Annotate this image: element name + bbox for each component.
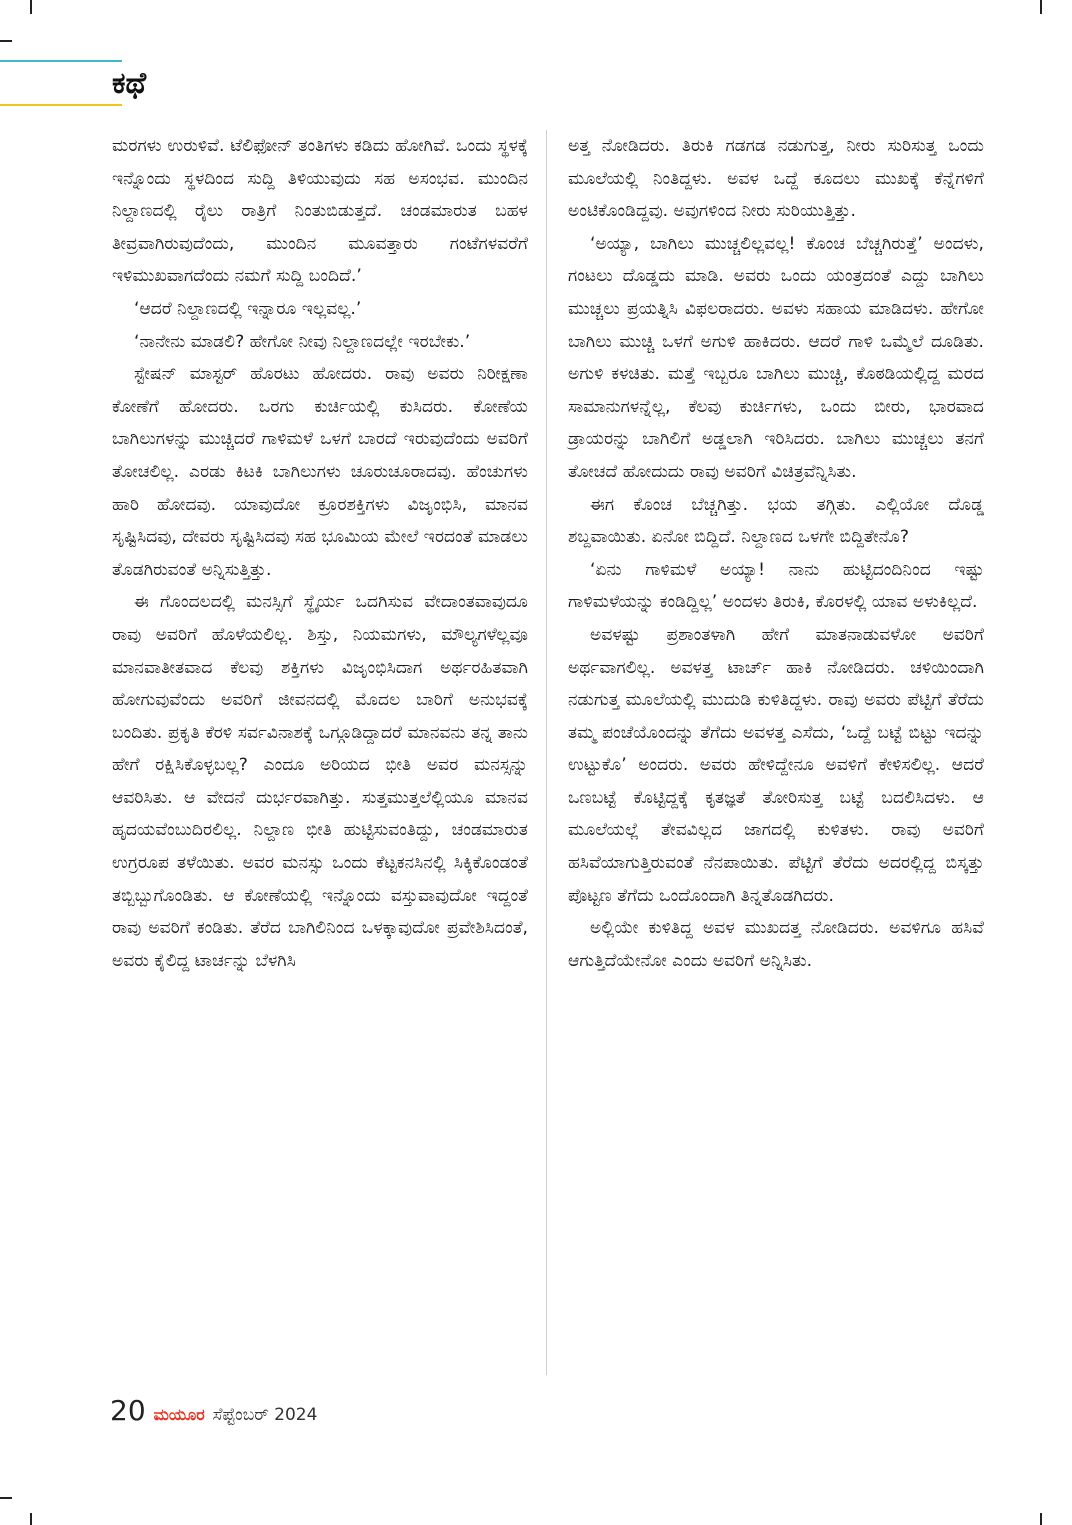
page-footer: [110, 1394, 317, 1427]
article-column-right: [568, 130, 984, 977]
section-rule-top: [0, 60, 122, 62]
section-title: ಕಥೆ: [112, 66, 147, 101]
crop-mark-bottom-left: [30, 1513, 32, 1525]
article-column-left: [112, 130, 528, 977]
article-paragraph: ‘ಅಯ್ಯಾ, ಬಾಗಿಲು ಮುಚ್ಚಲಿಲ್ಲವಲ್ಲ! ಕೊಂಚ ಬೆಚ್ಚಗಿರುತ್ತೆ’ ಅಂದಳು, ಗಂಟಲು ದೊಡ್ಡದು ಮಾಡಿ. ಅವರು ಒಂದು ಯಂತ್ರದಂತೆ ಎದ್ದು ಬಾಗಿಲು ಮುಚ್ಚಲು ಪ್ರಯತ್ನಿಸಿ ವಿಫಲರಾದರು. ಅವಳು ಸಹಾಯ ಮಾಡಿದಳು. ಹೇಗೋ ಬಾಗಿಲು ಮುಚ್ಚಿ ಒಳಗೆ ಅಗುಳಿ ಹಾಕಿದರು. ಆದರೆ ಗಾಳಿ ಒಮ್ಮೆಲೆ ದೂಡಿತು. ಅಗುಳಿ ಕಳಚಿತು. ಮತ್ತೆ ಇಬ್ಬರೂ ಬಾಗಿಲು ಮುಚ್ಚಿ, ಕೊಠಡಿಯಲ್ಲಿದ್ದ ಮರದ ಸಾಮಾನುಗಳನ್ನೆಲ್ಲ, ಕೆಲವು ಕುರ್ಚಿಗಳು, ಒಂದು ಬೀರು, ಭಾರವಾದ ಡ್ರಾಯರನ್ನು ಬಾಗಿಲಿಗೆ ಅಡ್ಡಲಾಗಿ ಇರಿಸಿದರು. ಬಾಗಿಲು ಮುಚ್ಚಲು ತನಗೆ ತೋಚದೆ ಹೋದುದು ರಾವು ಅವರಿಗೆ ವಿಚಿತ್ರವೆನ್ನಿಸಿತು.: [568, 233, 984, 482]
article-paragraph: ಈಗ ಕೊಂಚ ಬೆಚ್ಚಗಿತ್ತು. ಭಯ ತಗ್ಗಿತು. ಎಲ್ಲಿಯೋ ದೊಡ್ಡ ಶಬ್ದವಾಯಿತು. ಏನೋ ಬಿದ್ದಿದೆ. ನಿಲ್ದಾಣದ ಒಳಗೇ ಬಿದ್ದಿತೇನೊ?: [568, 494, 984, 548]
article-paragraph: ಮರಗಳು ಉರುಳಿವೆ. ಟೆಲಿಫೋನ್ ತಂತಿಗಳು ಕಡಿದು ಹೋಗಿವೆ. ಒಂದು ಸ್ಥಳಕ್ಕೆ ಇನ್ನೊಂದು ಸ್ಥಳದಿಂದ ಸುದ್ದಿ ತಿಳಿಯುವುದು ಸಹ ಅಸಂಭವ. ಮುಂದಿನ ನಿಲ್ದಾಣದಲ್ಲಿ ರೈಲು ರಾತ್ರಿಗೆ ನಿಂತುಬಿಡುತ್ತದೆ. ಚಂಡಮಾರುತ ಬಹಳ ತೀವ್ರವಾಗಿರುವುದೆಂದು, ಮುಂದಿನ ಮೂವತ್ತಾರು ಗಂಟೆಗಳವರೆಗೆ ಇಳಿಮುಖವಾಗದೆಂದು ನಮಗೆ ಸುದ್ದಿ ಬಂದಿದೆ.’: [112, 136, 528, 287]
crop-mark-bottom-right: [1040, 1513, 1042, 1525]
crop-mark-left-lower: [0, 1497, 12, 1499]
article-paragraph: ಅವಳಷ್ಟು ಪ್ರಶಾಂತಳಾಗಿ ಹೇಗೆ ಮಾತನಾಡುವಳೋ ಅವರಿಗೆ ಅರ್ಥವಾಗಲಿಲ್ಲ. ಅವಳತ್ತ ಟಾರ್ಚ್ ಹಾಕಿ ನೋಡಿದರು. ಚಳಿಯಿಂದಾಗಿ ನಡುಗುತ್ತ ಮೂಲೆಯಲ್ಲಿ ಮುದುಡಿ ಕುಳಿತಿದ್ದಳು. ರಾವು ಅವರು ಪೆಟ್ಟಿಗೆ ತೆರೆದು ತಮ್ಮ ಪಂಚೆಯೊಂದನ್ನು ತೆಗೆದು ಅವಳತ್ತ ಎಸೆದು, ‘ಒದ್ದೆ ಬಟ್ಟೆ ಬಿಟ್ಟು ಇದನ್ನು ಉಟ್ಟುಕೊ’ ಅಂದರು. ಅವರು ಹೇಳಿದ್ದೇನೂ ಅವಳಿಗೆ ಕೇಳಿಸಲಿಲ್ಲ. ಆದರೆ ಒಣಬಟ್ಟೆ ಕೊಟ್ಟಿದ್ದಕ್ಕೆ ಕೃತಜ್ಞತೆ ತೋರಿಸುತ್ತ ಬಟ್ಟೆ ಬದಲಿಸಿದಳು. ಆ ಮೂಲೆಯಲ್ಲೆ ತೇವವಿಲ್ಲದ ಜಾಗದಲ್ಲಿ ಕುಳಿತಳು. ರಾವು ಅವರಿಗೆ ಹಸಿವೆಯಾಗುತ್ತಿರುವಂತೆ ನೆನಪಾಯಿತು. ಪೆಟ್ಟಿಗೆ ತೆರೆದು ಅದರಲ್ಲಿದ್ದ ಬಿಸ್ಕತ್ತು ಪೊಟ್ಟಣ ತೆಗೆದು ಒಂದೊಂದಾಗಿ ತಿನ್ನತೊಡಗಿದರು.: [568, 624, 984, 906]
article-paragraph: ‘ಏನು ಗಾಳಿಮಳೆ ಅಯ್ಯಾ! ನಾನು ಹುಟ್ಟಿದಂದಿನಿಂದ ಇಷ್ಟು ಗಾಳಿಮಳೆಯನ್ನು ಕಂಡಿದ್ದಿಲ್ಲ’ ಅಂದಳು ತಿರುಕಿ, ಕೊರಳಲ್ಲಿ ಯಾವ ಅಳುಕಿಲ್ಲದೆ.: [568, 559, 984, 613]
crop-mark-top-right: [1040, 0, 1042, 14]
magazine-logo: ಮಯೂರ: [153, 1405, 205, 1424]
article-paragraph: ಸ್ಟೇಷನ್ ಮಾಸ್ಟರ್ ಹೊರಟು ಹೋದರು. ರಾವು ಅವರು ನಿರೀಕ್ಷಣಾ ಕೋಣೆಗೆ ಹೋದರು. ಒರಗು ಕುರ್ಚಿಯಲ್ಲಿ ಕುಸಿದರು. ಕೋಣೆಯ ಬಾಗಿಲುಗಳನ್ನು ಮುಚ್ಚಿದರೆ ಗಾಳಿಮಳೆ ಒಳಗೆ ಬಾರದೆ ಇರುವುದೆಂದು ಅವರಿಗೆ ತೋಚಲಿಲ್ಲ. ಎರಡು ಕಿಟಕಿ ಬಾಗಿಲುಗಳು ಚೂರುಚೂರಾದವು. ಹೆಂಚುಗಳು ಹಾರಿ ಹೋದವು. ಯಾವುದೋ ಕ್ರೂರಶಕ್ತಿಗಳು ವಿಜೃಂಭಿಸಿ, ಮಾನವ ಸೃಷ್ಟಿಸಿದವು, ದೇವರು ಸೃಷ್ಟಿಸಿದವು ಸಹ ಭೂಮಿಯ ಮೇಲೆ ಇರದಂತೆ ಮಾಡಲು ತೊಡಗಿರುವಂತೆ ಅನ್ನಿಸುತ್ತಿತ್ತು.: [112, 364, 528, 580]
crop-mark-top-left: [30, 0, 32, 14]
issue-date: ಸೆಪ್ಟೆಂಬರ್ 2024: [212, 1405, 318, 1425]
article-paragraph: ಅಲ್ಲಿಯೇ ಕುಳಿತಿದ್ದ ಅವಳ ಮುಖದತ್ತ ನೋಡಿದರು. ಅವಳಿಗೂ ಹಸಿವೆ ಆಗುತ್ತಿದೆಯೇನೋ ಎಂದು ಅವರಿಗೆ ಅನ್ನಿಸಿತು.: [568, 918, 984, 971]
column-divider: [546, 130, 547, 1375]
article-paragraph: ‘ಆದರೆ ನಿಲ್ದಾಣದಲ್ಲಿ ಇನ್ನಾರೂ ಇಲ್ಲವಲ್ಲ.’: [134, 298, 362, 319]
section-rule-bottom: [0, 104, 122, 106]
page-number: 20: [110, 1394, 146, 1427]
article-paragraph: ಅತ್ತ ನೋಡಿದರು. ತಿರುಕಿ ಗಡಗಡ ನಡುಗುತ್ತ, ನೀರು ಸುರಿಸುತ್ತ ಒಂದು ಮೂಲೆಯಲ್ಲಿ ನಿಂತಿದ್ದಳು. ಅವಳ ಒದ್ದೆ ಕೂದಲು ಮುಖಕ್ಕೆ ಕೆನ್ನೆಗಳಿಗೆ ಅಂಟಿಕೊಂಡಿದ್ದವು. ಅವುಗಳಿಂದ ನೀರು ಸುರಿಯುತ್ತಿತ್ತು.: [568, 136, 984, 222]
article-paragraph: ‘ನಾನೇನು ಮಾಡಲಿ? ಹೇಗೋ ನೀವು ನಿಲ್ದಾಣದಲ್ಲೇ ಇರಬೇಕು.’: [134, 331, 471, 352]
article-paragraph: ಈ ಗೊಂದಲದಲ್ಲಿ ಮನಸ್ಸಿಗೆ ಸ್ಥೈರ್ಯ ಒದಗಿಸುವ ವೇದಾಂತವಾವುದೂ ರಾವು ಅವರಿಗೆ ಹೊಳೆಯಲಿಲ್ಲ. ಶಿಸ್ತು, ನಿಯಮಗಳು, ಮೌಲ್ಯಗಳೆಲ್ಲವೂ ಮಾನವಾತೀತವಾದ ಕೆಲವು ಶಕ್ತಿಗಳು ವಿಜೃಂಭಿಸಿದಾಗ ಅರ್ಥರಹಿತವಾಗಿ ಹೋಗುವುವೆಂದು ಅವರಿಗೆ ಜೀವನದಲ್ಲಿ ಮೊದಲ ಬಾರಿಗೆ ಅನುಭವಕ್ಕೆ ಬಂದಿತು. ಪ್ರಕೃತಿ ಕೆರಳಿ ಸರ್ವವಿನಾಶಕ್ಕೆ ಒಗ್ಗೂಡಿದ್ದಾದರೆ ಮಾನವನು ತನ್ನ ತಾನು ಹೇಗೆ ರಕ್ಷಿಸಿಕೊಳ್ಳಬಲ್ಲ? ಎಂದೂ ಅರಿಯದ ಭೀತಿ ಅವರ ಮನಸ್ಸನ್ನು ಆವರಿಸಿತು. ಆ ವೇದನೆ ದುರ್ಭರವಾಗಿತ್ತು. ಸುತ್ತಮುತ್ತಲೆಲ್ಲಿಯೂ ಮಾನವ ಹೃದಯವೆಂಬುದಿರಲಿಲ್ಲ. ನಿಲ್ದಾಣ ಭೀತಿ ಹುಟ್ಟಿಸುವಂತಿದ್ದು, ಚಂಡಮಾರುತ ಉಗ್ರರೂಪ ತಳೆಯಿತು. ಅವರ ಮನಸ್ಸು ಒಂದು ಕೆಟ್ಟಕನಸಿನಲ್ಲಿ ಸಿಕ್ಕಿಕೊಂಡಂತೆ ತಬ್ಬಿಬ್ಬುಗೊಂಡಿತು. ಆ ಕೋಣೆಯಲ್ಲಿ ಇನ್ನೊಂದು ವಸ್ತುವಾವುದೋ ಇದ್ದಂತೆ ರಾವು ಅವರಿಗೆ ಕಂಡಿತು. ತೆರೆದ ಬಾಗಿಲಿನಿಂದ ಒಳಕ್ಕಾವುದೋ ಪ್ರವೇಶಿಸಿದಂತೆ, ಅವರು ಕೈಲಿದ್ದ ಟಾರ್ಚನ್ನು ಬೆಳಗಿಸಿ: [112, 592, 528, 971]
crop-mark-left-upper: [0, 40, 12, 42]
